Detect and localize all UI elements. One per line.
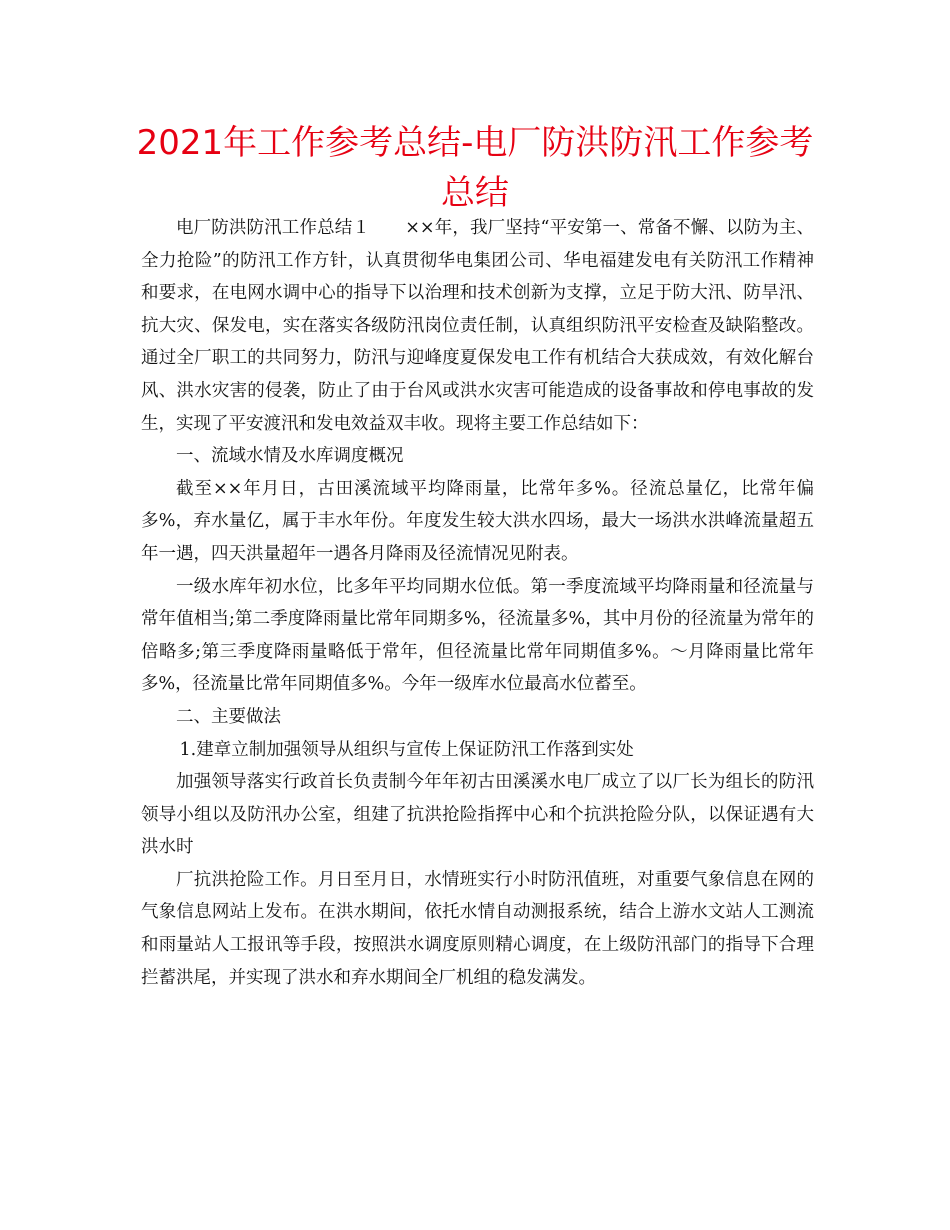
section-heading-2: 二、主要做法 xyxy=(176,706,281,727)
subsection-heading-1: 1.建章立制加强领导从组织与宣传上保证防汛工作落到实处 xyxy=(179,739,634,760)
rainfall-paragraph: 截至××年月日，古田溪流域平均降雨量，比常年多%。径流总量亿，比常年偏多%，弃水量亿，属于丰水年份。年度发生较大洪水四场，最大一场洪水洪峰流量超五年一遇，四天洪量超年一遇各月降雨及径流情况见附表。 xyxy=(141,478,814,564)
document-title: 2021年工作参考总结-电厂防洪防汛工作参考总结 xyxy=(136,123,814,213)
flood-duty-paragraph: 厂抗洪抢险工作。月日至月日，水情班实行小时防汛值班，对重要气象信息在网的气象信息网站上发布。在洪水期间，依托水情自动测报系统，结合上游水文站人工测流和雨量站人工报讯等手段，按照洪水调度原则精心调度，在上级防汛部门的指导下合理拦蓄洪尾，并实现了洪水和弃水期间全厂机组的稳发满发。 xyxy=(141,869,814,988)
reservoir-paragraph: 一级水库年初水位，比多年平均同期水位低。第一季度流域平均降雨量和径流量与常年值相当;第二季度降雨量比常年同期多%，径流量多%，其中月份的径流量为常年的倍略多;第三季度降雨量略低于常年，但径流量比常年同期值多%。～月降雨量比常年多%，径流量比常年同期值多%。今年一级库水位最高水位蓄至。 xyxy=(141,576,814,695)
section-heading-1: 一、流域水情及水库调度概况 xyxy=(176,446,404,467)
document-body xyxy=(141,212,814,994)
organization-paragraph: 加强领导落实行政首长负责制今年年初古田溪溪水电厂成立了以厂长为组长的防汛领导小组以及防汛办公室，组建了抗洪抢险指挥中心和个抗洪抢险分队，以保证遇有大洪水时 xyxy=(141,772,814,858)
intro-paragraph: 电厂防洪防汛工作总结１ ××年，我厂坚持“平安第一、常备不懈、以防为主、全力抢险”的防汛工作方针，认真贯彻华电集团公司、华电福建发电有关防汛工作精神和要求，在电网水调中心的指导下以治理和技术创新为支撑，立足于防大汛、防旱汛、抗大灾、保发电，实在落实各级防汛岗位责任制，认真组织防汛平安检查及缺陷整改。通过全厂职工的共同努力，防汛与迎峰度夏保发电工作有机结合大获成效，有效化解台风、洪水灾害的侵袭，防止了由于台风或洪水灾害可能造成的设备事故和停电事故的发生，实现了平安渡汛和发电效益双丰收。现将主要工作总结如下： xyxy=(141,218,814,434)
